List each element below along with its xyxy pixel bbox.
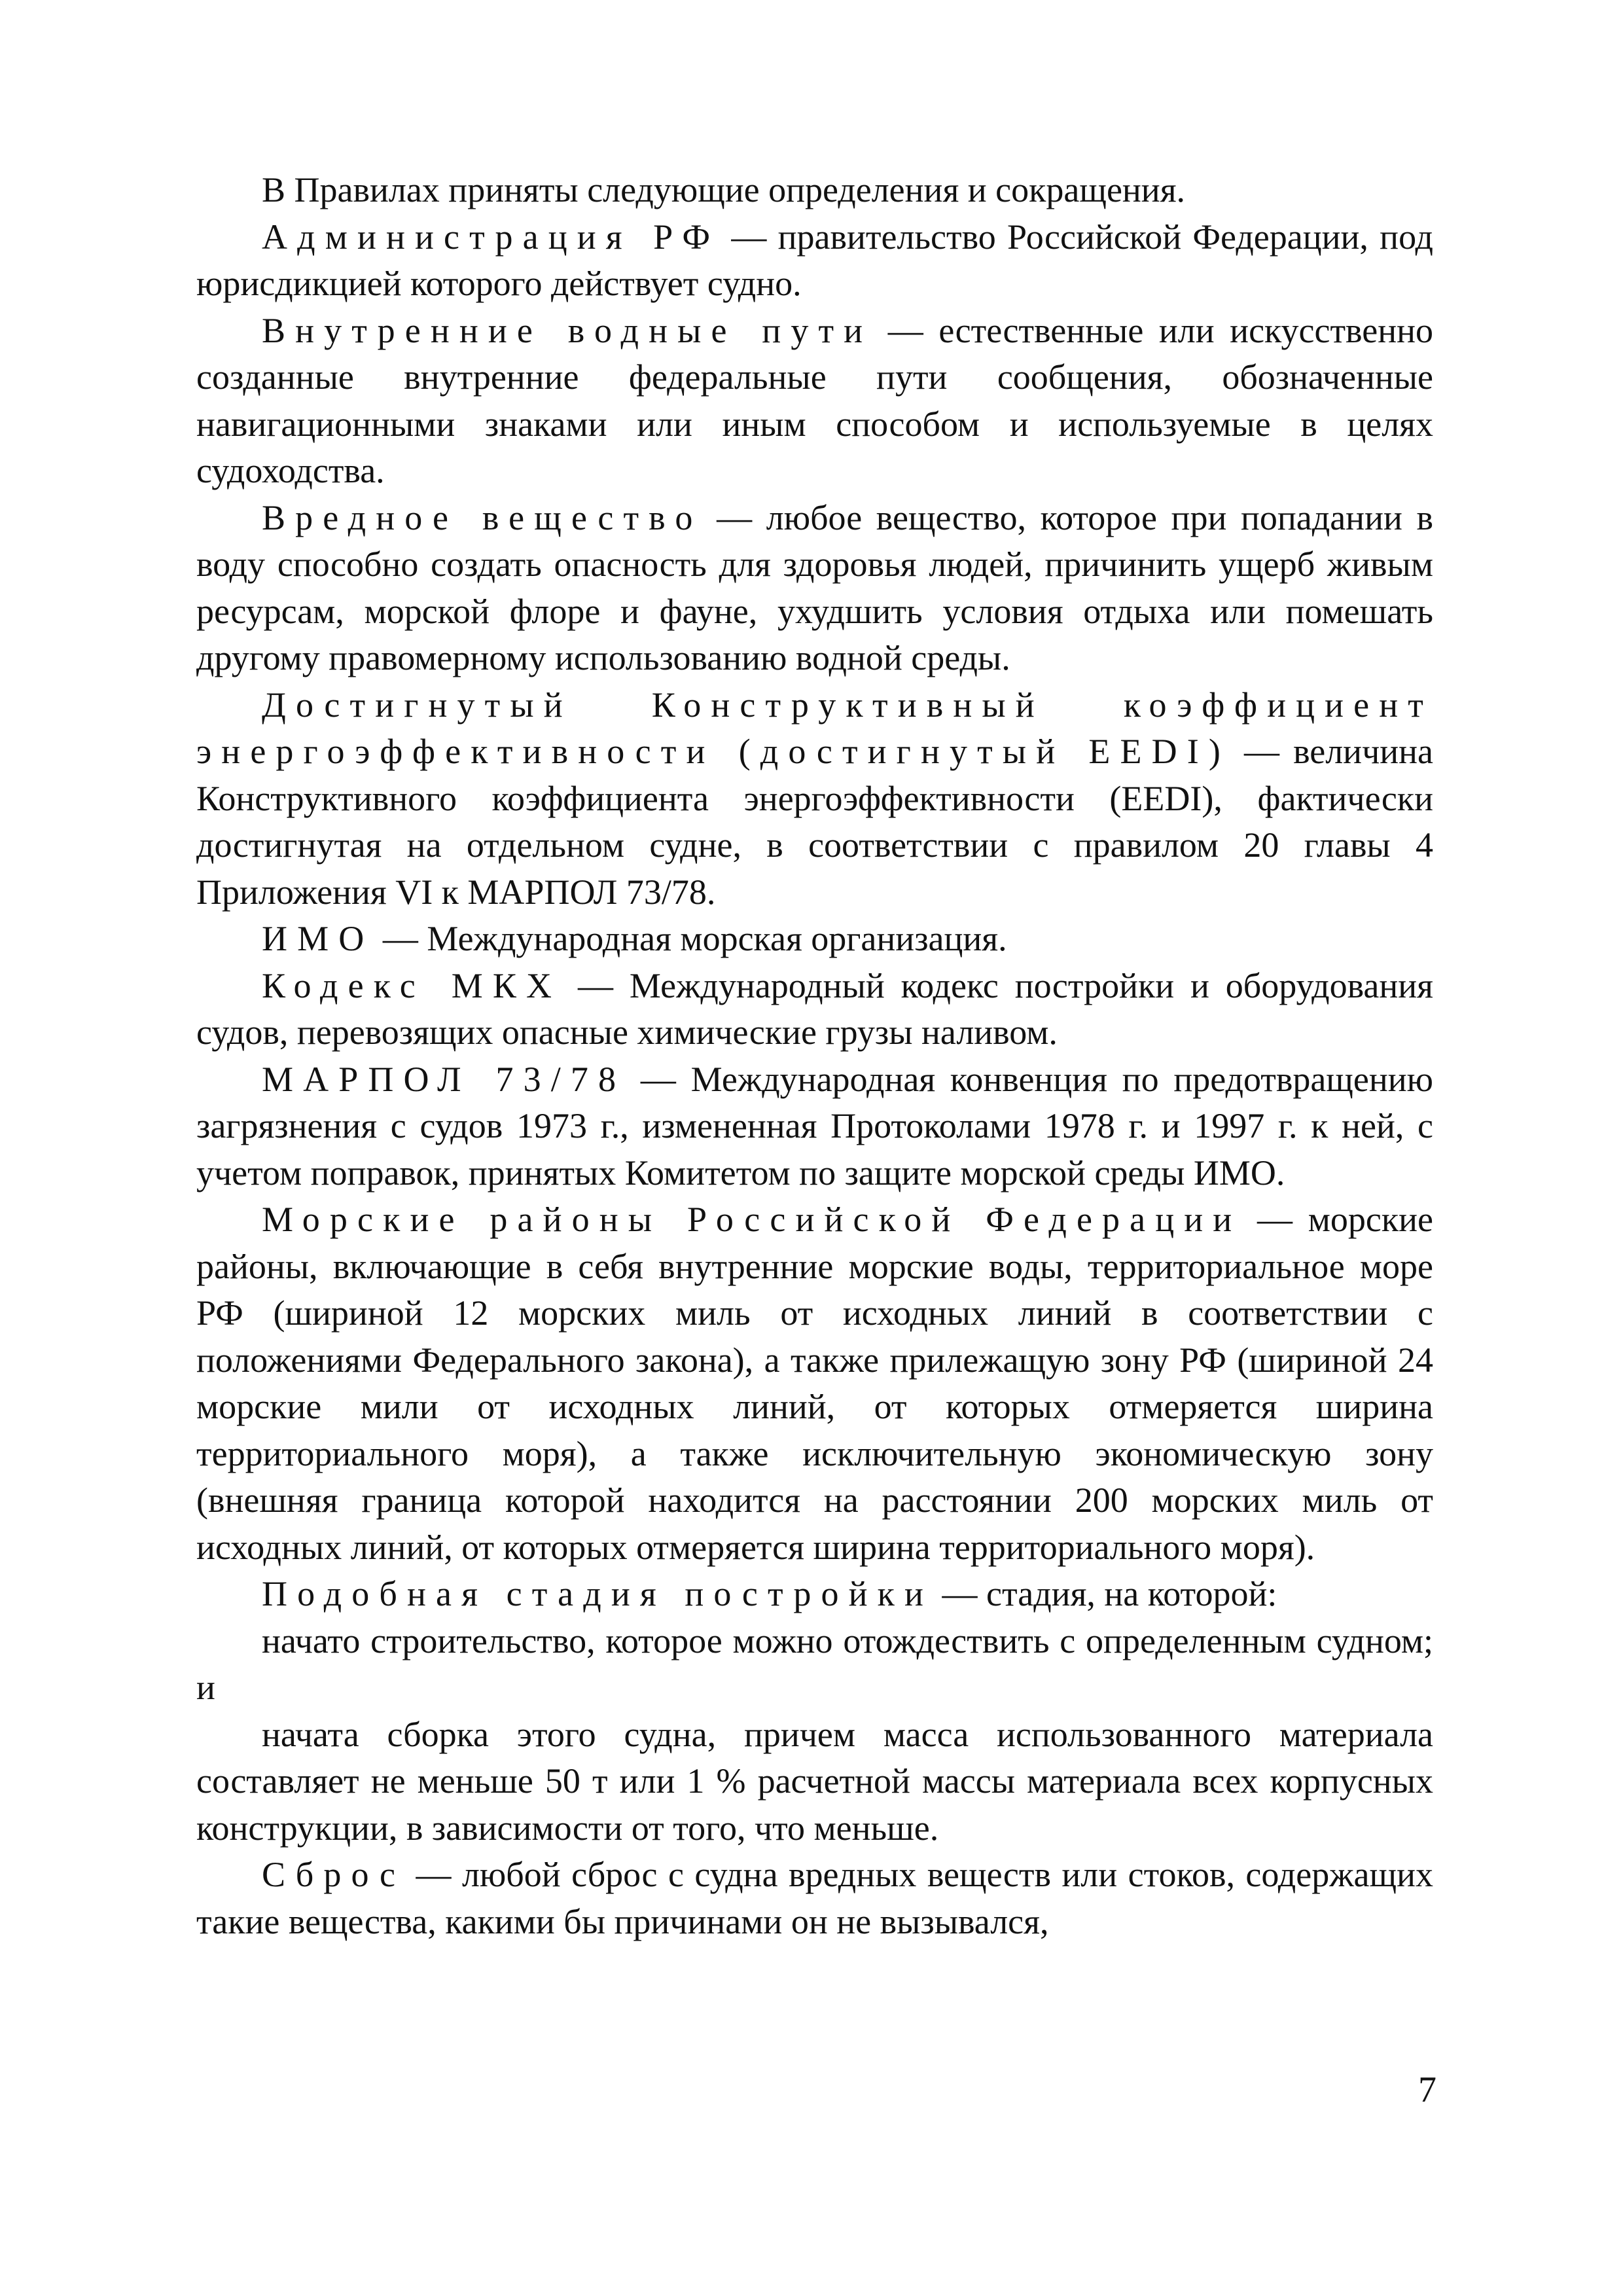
definition-attained-eedi <box>196 682 1433 916</box>
definition-text: — морские районы, включающие в себя внутренние морские воды, территориальное море РФ (шириной 12 морских миль от исходных линий в соответствии с положениями Федерального закона), а также прилежащую зону РФ (шириной 24 морские мили от исходных линий, от которых отмеряется ширина территориального моря), а также исключительную экономическую зону (внешняя граница которой находится на расстоянии 200 морских миль от исходных линий, от которых отмеряется ширина территориального моря). <box>196 1200 1433 1567</box>
definition-text: — естественные или искусственно созданные внутренние федеральные пути сообщения, обозначенные навигационными знаками или иным способом и используемые в целях судоходства. <box>196 310 1433 490</box>
term-similar-stage: Подобная стадия постройки <box>262 1574 933 1613</box>
term-discharge: Сброс <box>262 1855 406 1894</box>
definition-similar-stage <box>196 1571 1433 1618</box>
similar-stage-item-1 <box>196 1618 1433 1712</box>
term-inland-waterways: Внутренние водные пути <box>262 310 873 350</box>
paragraph-text: начата сборка этого судна, причем масса использованного материала составляет не меньше 50 т или 1 % расчетной массы материала всех корпусных конструкции, в зависимости от того, что меньше. <box>196 1714 1433 1848</box>
definition-administration <box>196 214 1433 308</box>
similar-stage-item-2 <box>196 1712 1433 1852</box>
document-body <box>196 167 1433 1945</box>
definition-text: — правительство Российской Федерации, под юрисдикцией которого действует судно. <box>196 217 1434 303</box>
definition-text: — величина Конструктивного коэффициента энергоэффективности (EEDI), фактически достигнутая на отдельном судне, в соответствии с правилом 20 главы 4 Приложения VI к МАРПОЛ 73/78. <box>196 732 1434 912</box>
paragraph-text: В Правилах приняты следующие определения и сокращения. <box>262 170 1186 209</box>
definition-text: — стадия, на которой: <box>933 1574 1277 1613</box>
definition-text: — Международная конвенция по предотвращению загрязнения с судов 1973 г., измененная Протоколами 1978 г. и 1997 г. к ней, с учетом поправок, принятых Комитетом по защите морской среды ИМО. <box>196 1059 1433 1193</box>
definition-harmful-substance <box>196 495 1433 682</box>
definition-text: — любой сброс с судна вредных веществ или стоков, содержащих такие вещества, какими бы причинами он не вызывался, <box>196 1855 1433 1941</box>
paragraph-text: начато строительство, которое можно отождествить с определенным судном; и <box>196 1621 1433 1707</box>
term-sea-areas: Морские районы Российской Федерации <box>262 1200 1242 1239</box>
definition-inland-waterways <box>196 308 1433 495</box>
definition-marpol <box>196 1056 1433 1197</box>
definition-discharge <box>196 1852 1433 1945</box>
definition-text: — любое вещество, которое при попадании в воду способно создать опасность для здоровья людей, причинить ущерб живым ресурсам, морской флоре и фауне, ухудшить условия отдыха или помешать другому правомерному использованию водной среды. <box>196 497 1433 677</box>
definition-text: — Международный кодекс постройки и оборудования судов, перевозящих опасные химические грузы наливом. <box>196 965 1433 1052</box>
definition-ibc-code <box>196 963 1433 1056</box>
term-marpol: МАРПОЛ 73/78 <box>262 1059 626 1099</box>
definition-sea-areas <box>196 1196 1433 1571</box>
term-harmful-substance: Вредное вещество <box>262 497 703 537</box>
term-attained-eedi: Достигнутый Конструктивный коэффициент энергоэффективности (достигнутый EEDI) <box>196 685 1433 771</box>
definition-text: — Международная морская организация. <box>374 919 1007 958</box>
term-administration: Администрация РФ <box>262 217 721 257</box>
page-number: 7 <box>1418 2070 1436 2110</box>
term-imo: ИМО <box>262 919 374 958</box>
term-ibc-code: Кодекс МКХ <box>262 965 562 1005</box>
definition-imo <box>196 916 1433 963</box>
intro-paragraph <box>196 167 1433 214</box>
